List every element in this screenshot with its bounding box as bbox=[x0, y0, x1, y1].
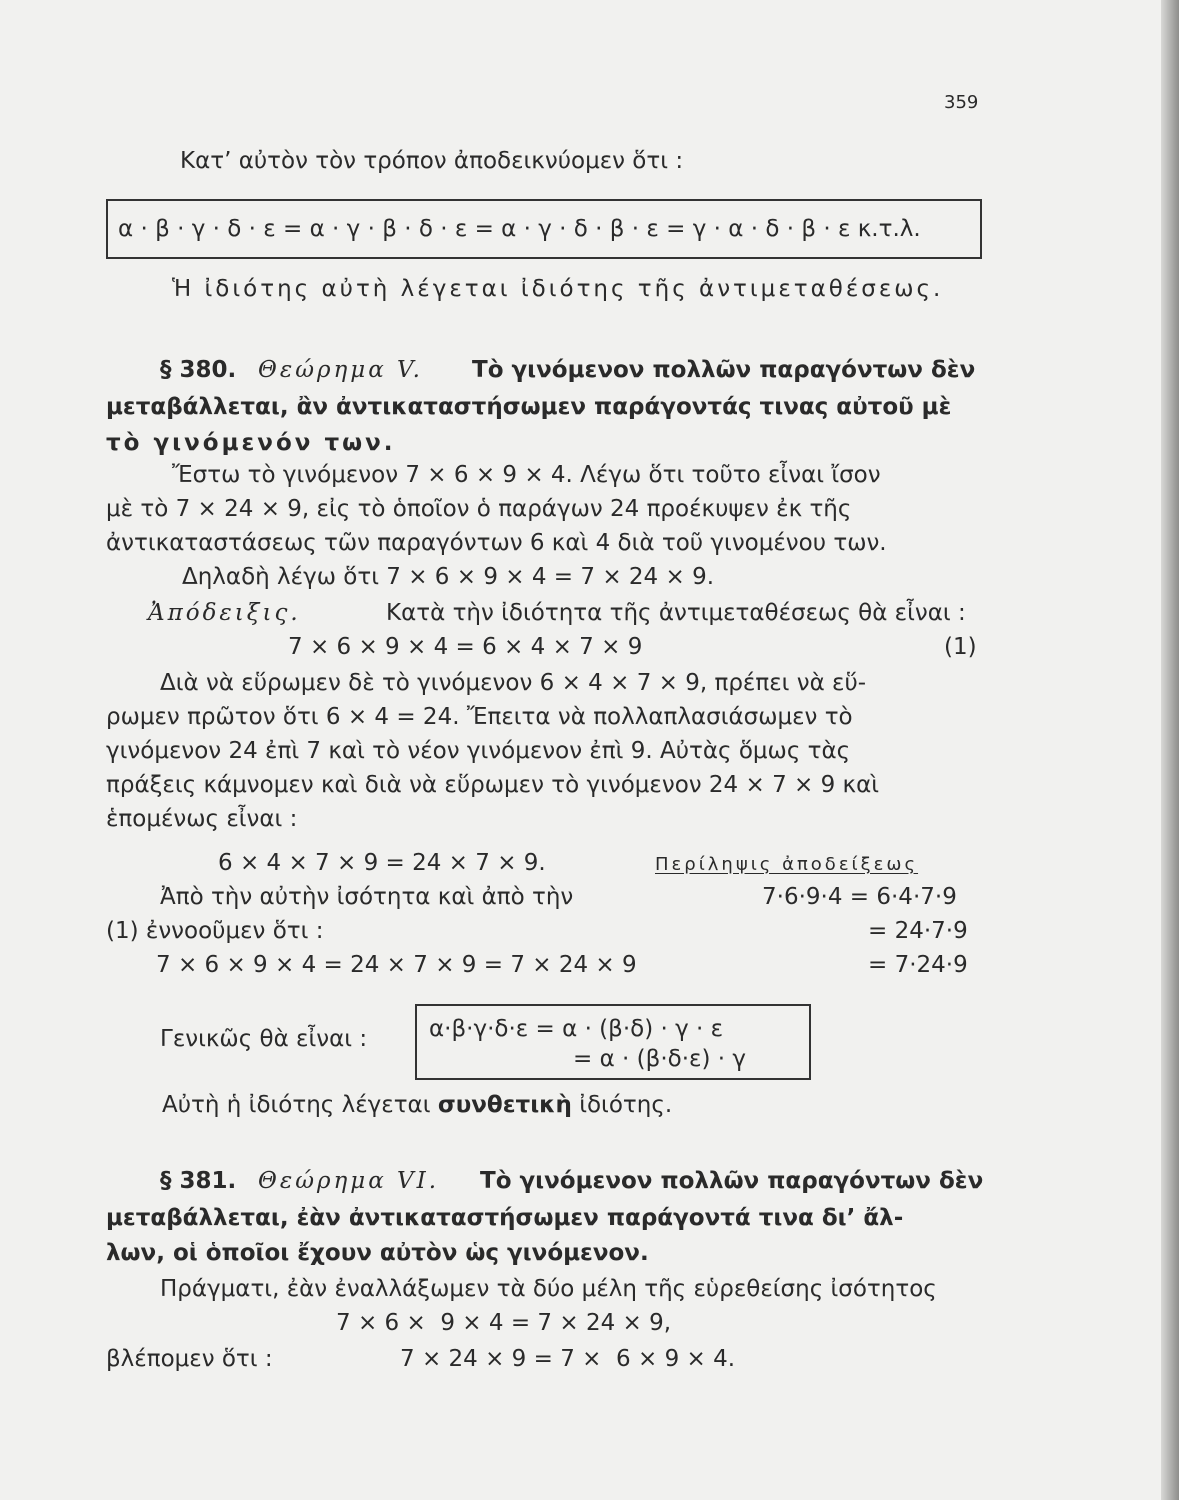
paragraph-line: Ἔστω τὸ γινόμενον 7 × 6 × 9 × 4. Λέγω ὅτι τοῦτο εἶναι ἴσον bbox=[172, 462, 881, 488]
page-number: 359 bbox=[944, 92, 979, 113]
summary-line-1: 7·6·9·4 = 6·4·7·9 bbox=[762, 884, 957, 910]
associative-text-a: Αὐτὴ ἡ ἰδιότης λέγεται bbox=[162, 1092, 431, 1118]
paragraph-line: γινόμενον 24 ἐπὶ 7 καὶ τὸ νέον γινόμενον ἐπὶ 9. Αὐτὰς ὅμως τὰς bbox=[106, 738, 851, 764]
section-380-number: § 380. bbox=[160, 357, 237, 383]
equation-1: 7 × 6 × 9 × 4 = 6 × 4 × 7 × 9 bbox=[288, 634, 643, 660]
section-381-heading-1: Τὸ γινόμενον πολλῶν παραγόντων δὲν bbox=[480, 1168, 984, 1194]
paragraph-line: πράξεις κάμνομεν καὶ διὰ νὰ εὕρωμεν τὸ γινόμενον 24 × 7 × 9 καὶ bbox=[106, 772, 880, 798]
commutative-identity-box bbox=[106, 199, 982, 259]
equation-5: 7 × 24 × 9 = 7 × 6 × 9 × 4. bbox=[400, 1346, 736, 1372]
intro-line: Κατ’ αὐτὸν τὸν τρόπον ἀποδεικνύομεν ὅτι : bbox=[180, 148, 684, 174]
general-label: Γενικῶς θὰ εἶναι : bbox=[160, 1026, 368, 1052]
proof-text: Κατὰ τὴν ἰδιότητα τῆς ἀντιμεταθέσεως θὰ εἶναι : bbox=[386, 600, 966, 626]
page-edge-shadow bbox=[1161, 0, 1179, 1500]
section-381-label: Θεώρημα VI. bbox=[258, 1168, 440, 1194]
proof-label: Ἀπόδειξις. bbox=[148, 600, 301, 626]
paragraph-line: Διὰ νὰ εὕρωμεν δὲ τὸ γινόμενον 6 × 4 × 7 × 9, πρέπει νὰ εὕ- bbox=[160, 670, 867, 696]
equation-1-tag: (1) bbox=[944, 634, 977, 660]
section-380-heading-1: Τὸ γινόμενον πολλῶν παραγόντων δὲν bbox=[472, 357, 976, 383]
section-381-number: § 381. bbox=[160, 1168, 237, 1194]
section-381-heading-3: λων, οἱ ὁποῖοι ἔχουν αὐτὸν ὡς γινόμενον. bbox=[106, 1240, 649, 1266]
equation-2: 6 × 4 × 7 × 9 = 24 × 7 × 9. bbox=[218, 850, 546, 876]
paragraph-line: μὲ τὸ 7 × 24 × 9, εἰς τὸ ὁποῖον ὁ παράγων 24 προέκυψεν ἐκ τῆς bbox=[106, 496, 852, 522]
summary-line-2: = 24·7·9 bbox=[868, 918, 968, 944]
section-380-heading-2: μεταβάλλεται, ἂν ἀντικαταστήσωμεν παράγοντάς τινας αὐτοῦ μὲ bbox=[106, 394, 952, 420]
associative-identity-line-2: = α · (β·δ·ε) · γ bbox=[573, 1046, 746, 1072]
paragraph-line: Πράγματι, ἐὰν ἐναλλάξωμεν τὰ δύο μέλη τῆς εὑρεθείσης ἰσότητος bbox=[160, 1276, 937, 1302]
associative-property-line bbox=[162, 1092, 672, 1118]
associative-identity-box bbox=[415, 1004, 811, 1080]
section-381-heading-2: μεταβάλλεται, ἐὰν ἀντικαταστήσωμεν παράγοντά τινα δι’ ἄλ- bbox=[106, 1205, 904, 1231]
commutative-identity: α · β · γ · δ · ε = α · γ · β · δ · ε = α · γ · δ · β · ε = γ · α · δ · β · ε κ.τ.λ. bbox=[118, 216, 921, 242]
summary-line-3: = 7·24·9 bbox=[868, 952, 968, 978]
associative-identity-line-1: α·β·γ·δ·ε = α · (β·δ) · γ · ε bbox=[429, 1016, 724, 1042]
paragraph-line: ἀντικαταστάσεως τῶν παραγόντων 6 καὶ 4 διὰ τοῦ γινομένου των. bbox=[106, 530, 887, 556]
paragraph-line: (1) ἐννοοῦμεν ὅτι : bbox=[106, 918, 324, 944]
section-380-heading-3: τὸ γινόμενόν των. bbox=[106, 430, 396, 456]
section-380-label: Θεώρημα V. bbox=[258, 357, 423, 383]
paragraph-line: Ἀπὸ τὴν αὐτὴν ἰσότητα καὶ ἀπὸ τὴν bbox=[160, 884, 574, 910]
paragraph-line: Δηλαδὴ λέγω ὅτι 7 × 6 × 9 × 4 = 7 × 24 × 9. bbox=[182, 564, 715, 590]
equation-4: 7 × 6 × 9 × 4 = 7 × 24 × 9, bbox=[336, 1310, 672, 1336]
equation-3: 7 × 6 × 9 × 4 = 24 × 7 × 9 = 7 × 24 × 9 bbox=[156, 952, 637, 978]
paragraph-line: βλέπομεν ὅτι : bbox=[106, 1346, 273, 1372]
paragraph-line: ἑπομένως εἶναι : bbox=[106, 806, 298, 832]
paragraph-line: ρωμεν πρῶτον ὅτι 6 × 4 = 24. Ἔπειτα νὰ πολλαπλασιάσωμεν τὸ bbox=[106, 704, 853, 730]
associative-term: συνθετικὴ bbox=[437, 1092, 572, 1118]
associative-text-c: ἰδιότης. bbox=[579, 1092, 673, 1118]
commutative-property-line: Ἡ ἰδιότης αὐτὴ λέγεται ἰδιότης τῆς ἀντιμεταθέσεως. bbox=[172, 276, 944, 302]
proof-summary-heading: Περίληψις ἀποδείξεως bbox=[655, 854, 919, 875]
